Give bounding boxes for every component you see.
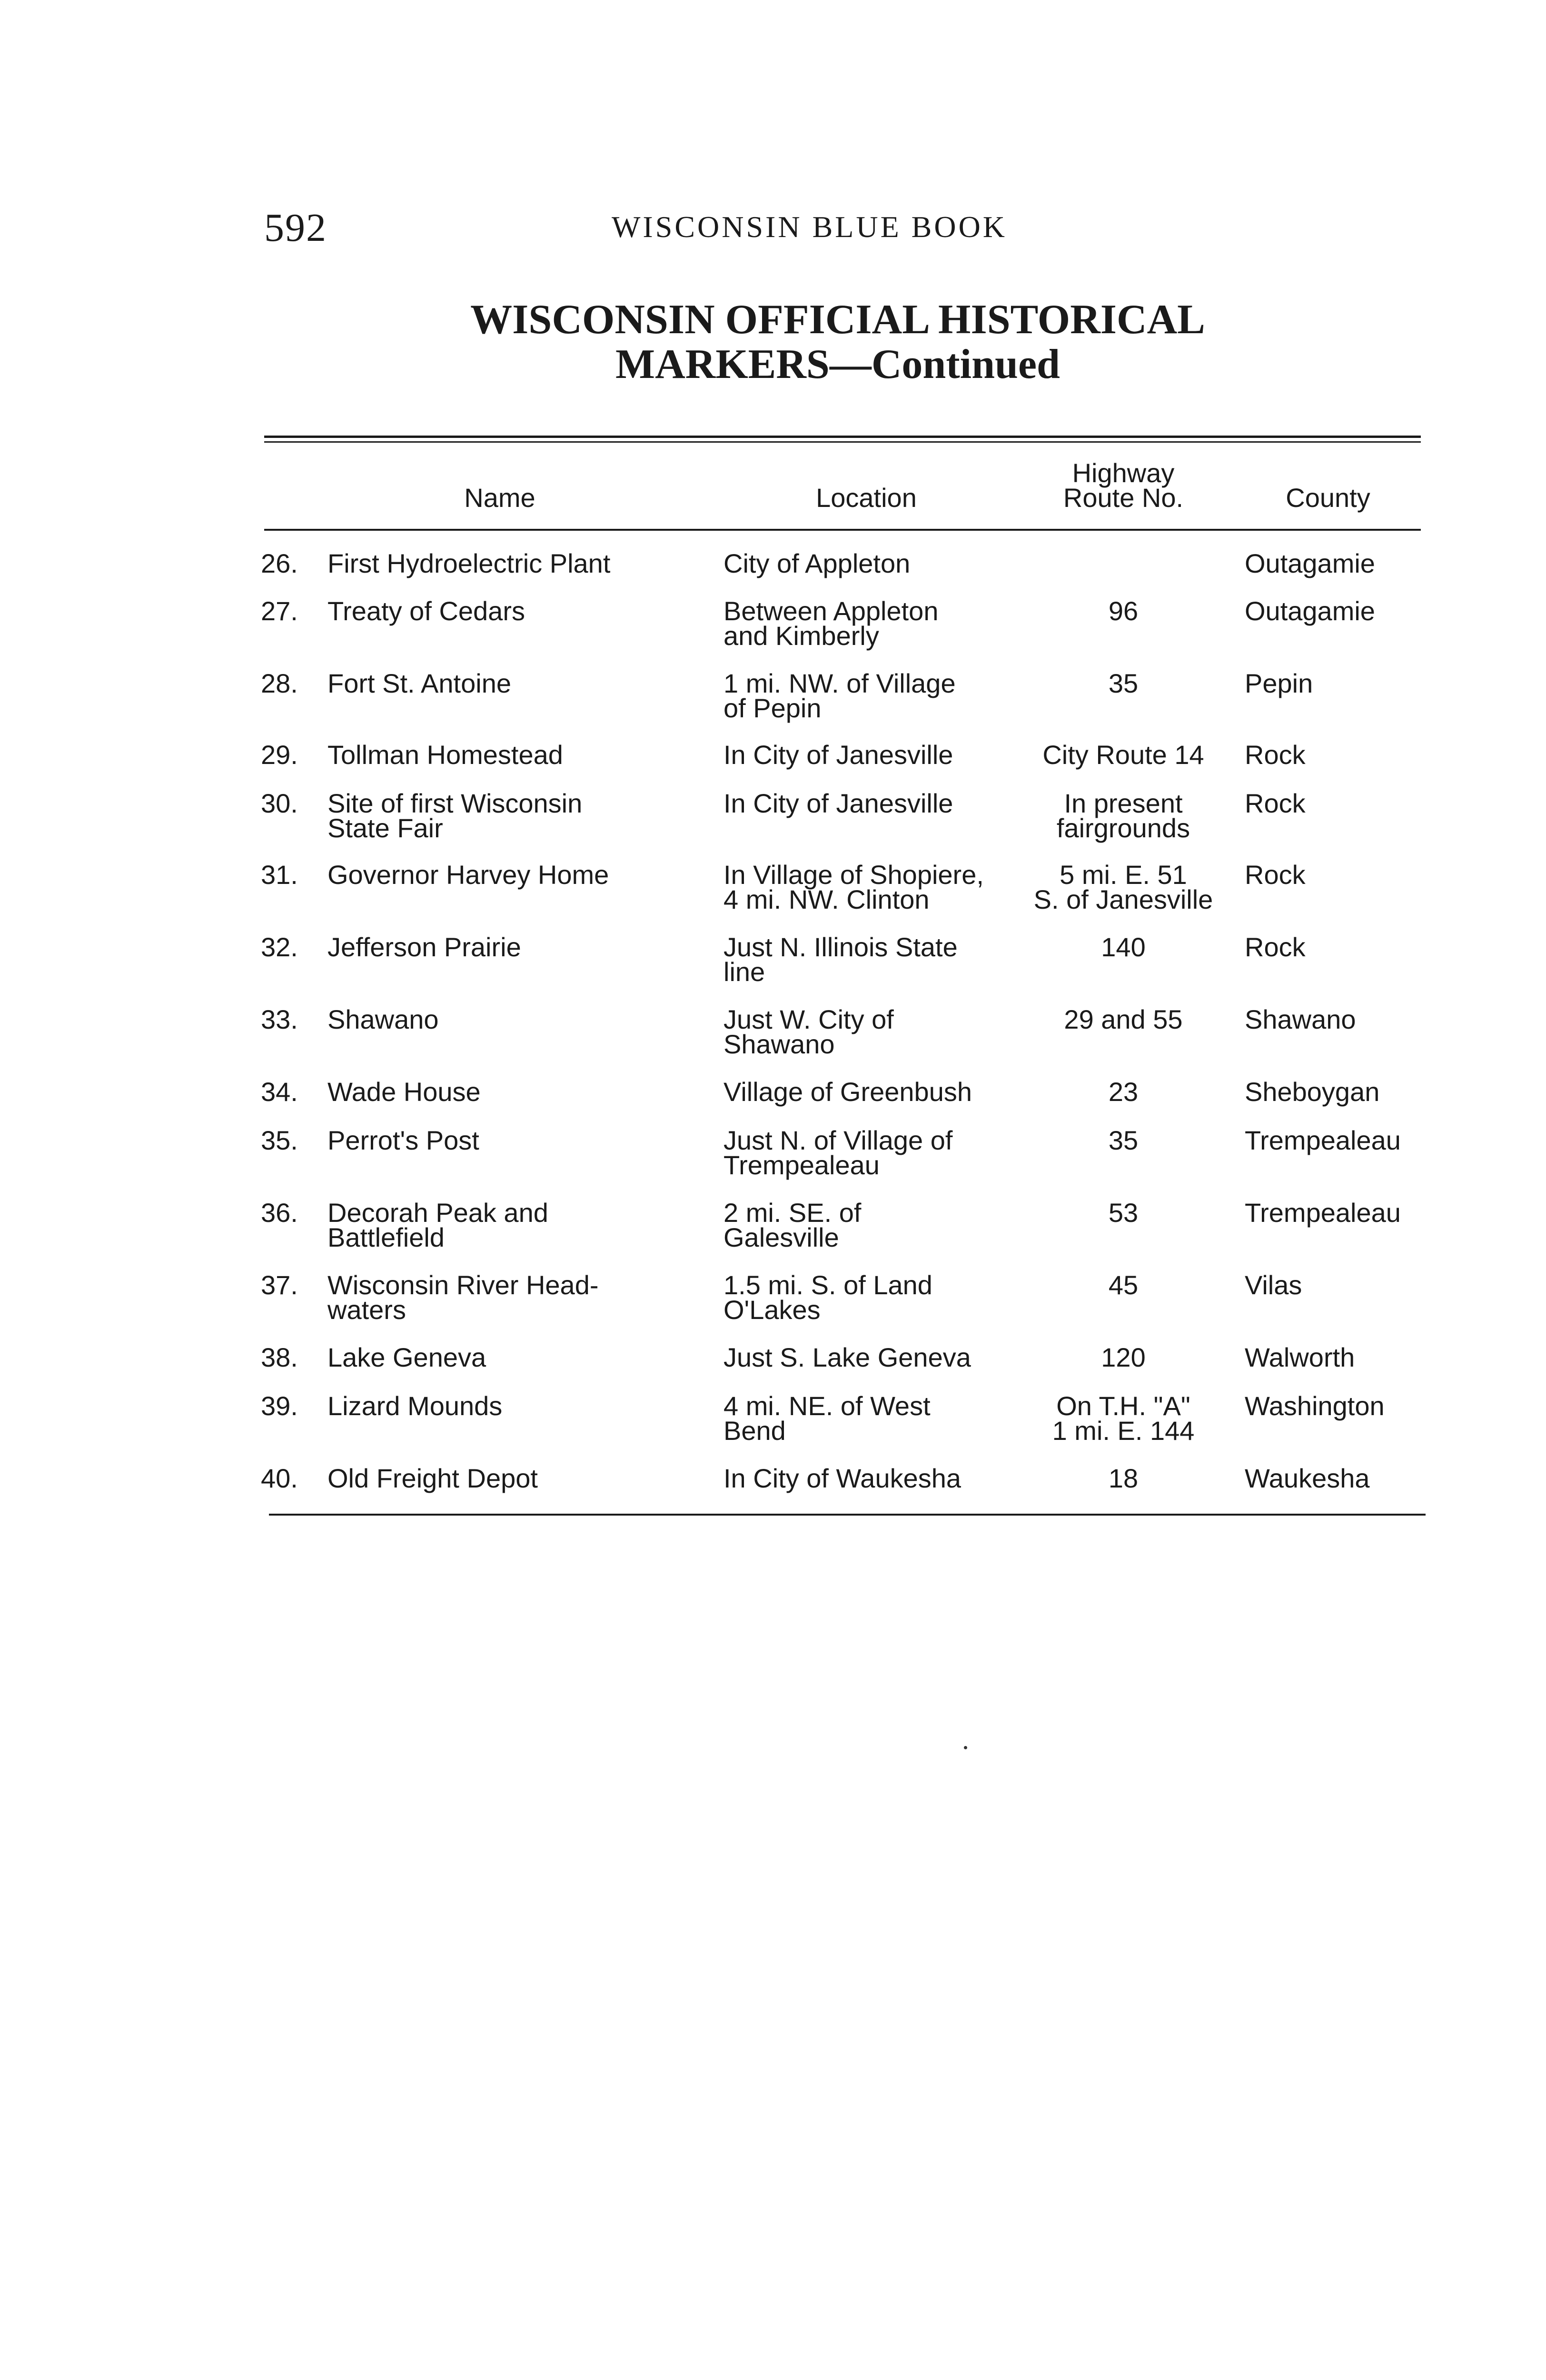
marker-county: Rock [1245,740,1306,770]
marker-name-line: State Fair [327,813,443,843]
marker-name-line: Perrot's Post [327,1125,479,1155]
marker-location-line: Just W. City of [723,1004,894,1034]
header-location: Location [816,483,917,513]
row-number: 28. [261,668,298,698]
marker-name-line: Lizard Mounds [327,1391,503,1421]
marker-highway [1019,860,1228,914]
marker-name [327,668,511,698]
marker-name [327,788,583,843]
marker-location-line: In City of Janesville [723,788,953,818]
marker-highway [1019,932,1228,962]
marker-highway [1019,668,1228,698]
header-county: County [1286,483,1370,513]
marker-highway [1019,596,1228,626]
row-number: 40. [261,1463,298,1493]
row-number: 31. [261,860,298,890]
marker-name [327,548,611,578]
marker-location-line: In Village of Shopiere, [723,860,984,890]
marker-highway-line: 29 and 55 [1064,1004,1183,1034]
header-highway-line-2: Route No. [1063,483,1184,513]
marker-location [723,1200,861,1250]
marker-county: Rock [1245,860,1306,890]
marker-location [723,1004,894,1059]
marker-name-line: Wisconsin River Head- [327,1270,599,1300]
marker-highway [1019,1198,1228,1228]
marker-name [327,860,609,890]
marker-location [723,1270,932,1325]
marker-highway-line: City Route 14 [1042,740,1204,770]
marker-location-line: and Kimberly [723,621,879,651]
marker-location-line: O'Lakes [723,1295,821,1325]
marker-name [327,1270,599,1325]
marker-location [723,740,953,770]
marker-highway [1019,1004,1228,1034]
marker-location-line: In City of Janesville [723,740,953,770]
marker-location-line: 2 mi. SE. of [723,1198,862,1228]
marker-location-line: line [723,957,765,987]
marker-highway [1019,740,1228,770]
marker-location-line: 4 mi. NE. of West [723,1391,931,1421]
marker-highway [1019,1391,1228,1446]
marker-name [327,596,525,626]
marker-highway-line: 140 [1101,932,1146,962]
marker-county: Walworth [1245,1342,1355,1372]
marker-location-line: 4 mi. NW. Clinton [723,884,930,914]
marker-location-line: of Pepin [723,693,822,723]
marker-highway-line: 1 mi. E. 144 [1052,1416,1195,1446]
marker-highway-line: 45 [1108,1270,1139,1300]
marker-location-line: In City of Waukesha [723,1463,961,1493]
row-number: 32. [261,932,298,962]
marker-county: Outagamie [1245,548,1375,578]
marker-name-line: Wade House [327,1077,481,1107]
table-top-rule [264,436,1421,438]
marker-name-line: First Hydroelectric Plant [327,548,611,578]
marker-county: Pepin [1245,668,1313,698]
marker-highway [1019,1342,1228,1372]
marker-name-line: Lake Geneva [327,1342,486,1372]
marker-highway [1019,1125,1228,1155]
marker-name-line: Governor Harvey Home [327,860,609,890]
marker-location-line: Village of Greenbush [723,1077,972,1107]
marker-name-line: Fort St. Antoine [327,668,511,698]
marker-highway-line: fairgrounds [1056,813,1190,843]
marker-county: Trempealeau [1245,1198,1401,1228]
row-number: 34. [261,1077,298,1107]
header-highway-line-1: Highway [1072,458,1175,488]
marker-highway [1019,1463,1228,1493]
marker-highway-line: 23 [1108,1077,1139,1107]
marker-highway-line: 35 [1108,668,1139,698]
marker-name-line: Treaty of Cedars [327,596,525,626]
marker-location [723,548,911,578]
marker-name-line: Jefferson Prairie [327,932,521,962]
header-rule [264,529,1421,531]
marker-name [327,1004,439,1034]
page-title [428,298,1247,387]
row-number: 26. [261,548,298,578]
marker-highway-line: 96 [1108,596,1139,626]
marker-name [327,1200,548,1250]
marker-name [327,1342,486,1372]
marker-name [327,740,563,770]
marker-location [723,1463,961,1493]
header-highway [1019,458,1228,513]
marker-location-line: City of Appleton [723,548,911,578]
marker-highway-line: 18 [1108,1463,1139,1493]
marker-name-line: Shawano [327,1004,439,1034]
marker-location-line: Galesville [723,1222,839,1252]
header-name: Name [464,483,535,513]
marker-name-line: Decorah Peak and [327,1198,548,1228]
marker-location-line: 1 mi. NW. of Village [723,668,956,698]
marker-highway-line: In present [1064,788,1183,818]
marker-location-line: Trempealeau [723,1150,880,1180]
marker-location [723,668,956,723]
marker-county: Washington [1245,1391,1385,1421]
marker-name [327,932,521,962]
marker-location [723,860,984,914]
marker-highway-line: 120 [1101,1342,1146,1372]
marker-county: Sheboygan [1245,1077,1380,1107]
row-number: 35. [261,1125,298,1155]
marker-location [723,1342,971,1372]
marker-location-line: Just S. Lake Geneva [723,1342,971,1372]
page-title-line-1: WISCONSIN OFFICIAL HISTORICAL [470,297,1205,343]
marker-highway [1019,1270,1228,1300]
row-number: 37. [261,1270,298,1300]
page-title-line-2: MARKERS—Continued [615,341,1060,387]
marker-location-line: Shawano [723,1029,835,1059]
marker-location-line: 1.5 mi. S. of Land [723,1270,932,1300]
marker-location-line: Between Appleton [723,596,939,626]
marker-location [723,596,939,651]
marker-name-line: Site of first Wisconsin [327,788,583,818]
row-number: 36. [261,1198,298,1228]
marker-county: Outagamie [1245,596,1375,626]
row-number: 39. [261,1391,298,1421]
marker-county: Shawano [1245,1004,1356,1034]
marker-highway-line: S. of Janesville [1033,884,1213,914]
marker-location-line: Bend [723,1416,786,1446]
row-number: 27. [261,596,298,626]
row-number: 38. [261,1342,298,1372]
row-number: 29. [261,740,298,770]
marker-location [723,1391,931,1446]
marker-highway-line: 35 [1108,1125,1139,1155]
row-number: 30. [261,788,298,818]
marker-name-line: Tollman Homestead [327,740,563,770]
marker-location [723,932,958,987]
marker-county: Vilas [1245,1270,1302,1300]
marker-location [723,1077,972,1107]
marker-name [327,1077,481,1107]
speck [964,1746,967,1749]
marker-highway [1019,1077,1228,1107]
marker-location [723,1125,953,1180]
marker-name-line: Battlefield [327,1222,445,1252]
marker-county: Rock [1245,932,1306,962]
marker-highway-line: 5 mi. E. 51 [1060,860,1187,890]
table-top-rule-inner [264,441,1421,443]
running-head: WISCONSIN BLUE BOOK [612,210,1007,244]
marker-highway-line: 53 [1108,1198,1139,1228]
marker-highway [1019,788,1228,843]
marker-county: Waukesha [1245,1463,1370,1493]
marker-name [327,1463,538,1493]
page-number: 592 [264,206,327,250]
marker-name [327,1125,479,1155]
marker-name-line: waters [327,1295,406,1325]
marker-name [327,1391,503,1421]
table-bottom-rule [269,1514,1426,1516]
marker-county: Rock [1245,788,1306,818]
marker-location [723,788,953,818]
marker-county: Trempealeau [1245,1125,1401,1155]
marker-highway-line: On T.H. "A" [1056,1391,1190,1421]
marker-name-line: Old Freight Depot [327,1463,538,1493]
marker-location-line: Just N. Illinois State [723,932,958,962]
row-number: 33. [261,1004,298,1034]
marker-location-line: Just N. of Village of [723,1125,953,1155]
